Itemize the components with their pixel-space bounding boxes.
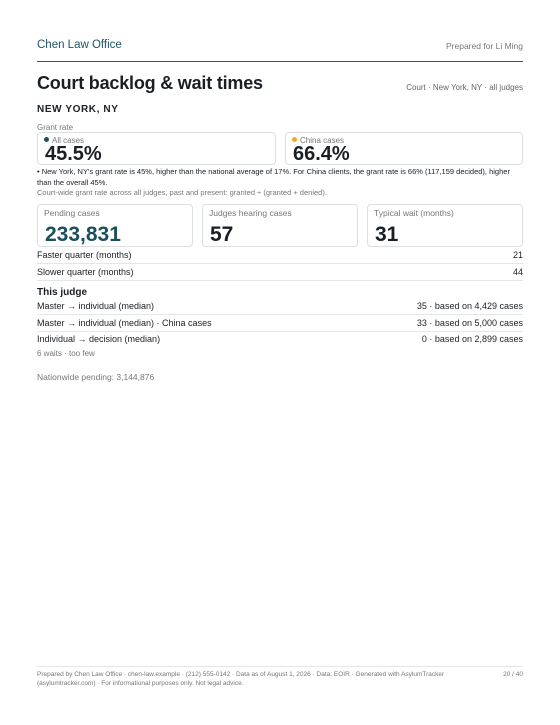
metric-value: 233,831 [45, 223, 121, 246]
row-value: 35 · based on 4,429 cases [416, 301, 523, 311]
series-dot-icon [44, 137, 49, 142]
prepared-for: Prepared for Li Ming [445, 41, 523, 51]
grant-rate-china-label: China cases [300, 136, 345, 145]
metric-label: Pending cases [44, 208, 100, 218]
page-header [37, 38, 523, 62]
row-label: Individual → decision (median) [37, 334, 161, 344]
waits-note: 6 waits · too few [37, 349, 95, 358]
row-value: 21 [512, 250, 523, 260]
judge-row [37, 298, 523, 315]
office-name: Chen Law Office [37, 39, 122, 51]
row-label: Master → individual (median) [37, 301, 155, 311]
metric-value: 31 [375, 223, 399, 246]
grant-rate-formula: Court-wide grant rate across all judges, past and present: granted ÷ (granted + denied). [37, 188, 327, 197]
judges-hearing-card [202, 204, 358, 247]
nationwide-pending: Nationwide pending: 3,144,876 [37, 372, 155, 382]
pending-cases-card [37, 204, 193, 247]
grant-rate-china-value: 66.4% [293, 143, 350, 165]
grant-rate-all-label: All cases [52, 136, 85, 145]
page-subtitle: Court · New York, NY · all judges [406, 83, 523, 92]
faster-quarter-row [37, 247, 523, 264]
grant-rate-note: • New York, NY's grant rate is 45%, higher than the national average of 17%. For China clients, the grant rate is 66% (117,159 decided), higher than the overall 45%. [37, 167, 510, 187]
metric-value: 57 [210, 223, 234, 246]
grant-rate-china-card [285, 132, 523, 165]
row-label: Slower quarter (months) [37, 267, 134, 277]
judge-row [37, 315, 523, 332]
page-footer [37, 666, 523, 688]
grant-rate-label: Grant rate [37, 123, 74, 132]
metric-label: Typical wait (months) [374, 208, 454, 218]
grant-rate-all-value: 45.5% [45, 143, 102, 165]
court-location: NEW YORK, NY [37, 104, 119, 115]
row-label: Master → individual (median) · China cases [37, 318, 212, 328]
page-number: 20 / 40 [503, 671, 523, 678]
page-title: Court backlog & wait times [37, 73, 263, 93]
grant-rate-all-card [37, 132, 276, 165]
typical-wait-card [367, 204, 523, 247]
judge-section-heading: This judge [37, 287, 87, 298]
row-value: 33 · based on 5,000 cases [416, 318, 523, 328]
footer-text: Prepared by Chen Law Office · chen-law.example · (212) 555-0142 · Data as of August 1, 2026 · Data: EOIR · Generated with AsylumTracker (asylumtracker.com) · For informational purposes only. Not legal advice. [37, 671, 445, 687]
row-value: 44 [512, 267, 523, 277]
series-dot-icon [292, 137, 297, 142]
slower-quarter-row [37, 264, 523, 281]
row-label: Faster quarter (months) [37, 250, 132, 260]
row-value: 0 · based on 2,899 cases [421, 334, 523, 344]
metric-label: Judges hearing cases [209, 208, 292, 218]
judge-row [37, 331, 523, 348]
